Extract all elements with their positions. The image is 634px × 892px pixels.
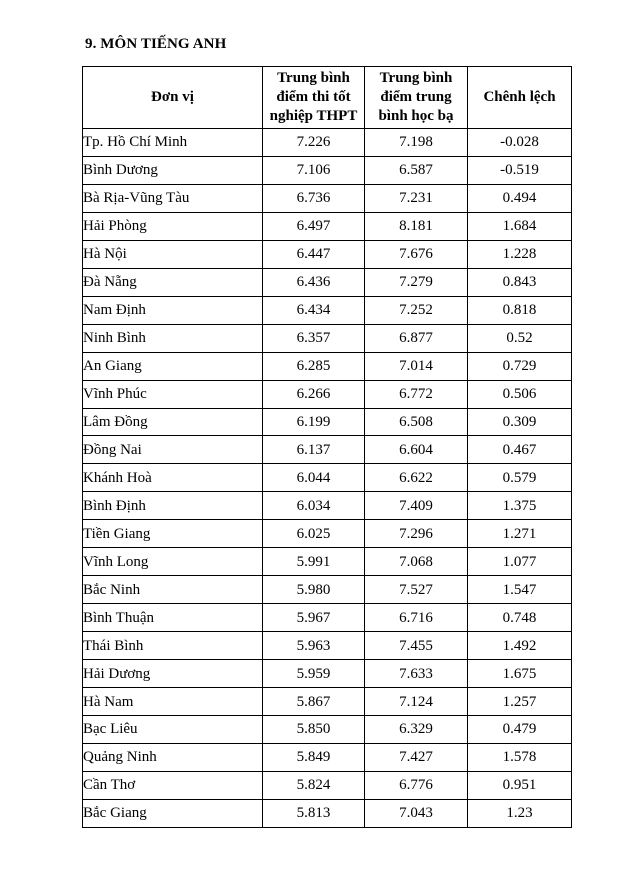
- table-row: [83, 688, 572, 716]
- cell-difference: 1.375: [468, 492, 572, 520]
- cell-thpt-score: 5.813: [263, 799, 365, 827]
- cell-difference: 0.818: [468, 296, 572, 324]
- table-row: [83, 548, 572, 576]
- cell-thpt-score: 5.849: [263, 743, 365, 771]
- table-body: [83, 129, 572, 828]
- table-row: [83, 520, 572, 548]
- cell-difference: 1.492: [468, 632, 572, 660]
- cell-hocba-score: 6.587: [365, 156, 468, 184]
- cell-hocba-score: 6.329: [365, 716, 468, 744]
- cell-unit: Vĩnh Phúc: [83, 380, 263, 408]
- cell-thpt-score: 6.447: [263, 240, 365, 268]
- cell-hocba-score: 7.231: [365, 184, 468, 212]
- cell-hocba-score: 7.296: [365, 520, 468, 548]
- header-unit-label: Đơn vị: [151, 89, 194, 105]
- cell-unit: Bình Định: [83, 492, 263, 520]
- table-row: [83, 240, 572, 268]
- cell-unit: An Giang: [83, 352, 263, 380]
- cell-unit: Vĩnh Long: [83, 548, 263, 576]
- cell-unit: Nam Định: [83, 296, 263, 324]
- cell-difference: 0.951: [468, 771, 572, 799]
- header-hocba-line-2: điểm trung: [380, 89, 452, 105]
- cell-difference: 0.729: [468, 352, 572, 380]
- cell-unit: Hà Nam: [83, 688, 263, 716]
- cell-thpt-score: 5.963: [263, 632, 365, 660]
- cell-unit: Quảng Ninh: [83, 743, 263, 771]
- cell-difference: 0.843: [468, 268, 572, 296]
- cell-difference: 0.748: [468, 604, 572, 632]
- cell-difference: 0.579: [468, 464, 572, 492]
- header-hocba-line-3: bình học bạ: [378, 108, 454, 124]
- table-row: [83, 184, 572, 212]
- cell-difference: 0.309: [468, 408, 572, 436]
- table-row: [83, 156, 572, 184]
- cell-thpt-score: 6.034: [263, 492, 365, 520]
- cell-difference: 1.684: [468, 212, 572, 240]
- cell-thpt-score: 7.226: [263, 129, 365, 157]
- table-row: [83, 576, 572, 604]
- cell-unit: Bình Thuận: [83, 604, 263, 632]
- cell-hocba-score: 6.716: [365, 604, 468, 632]
- header-hocba-score: [365, 67, 468, 129]
- table-row: [83, 436, 572, 464]
- cell-thpt-score: 5.850: [263, 716, 365, 744]
- table-row: [83, 799, 572, 827]
- cell-difference: 0.467: [468, 436, 572, 464]
- cell-thpt-score: 6.285: [263, 352, 365, 380]
- header-thpt-line-1: Trung bình: [277, 70, 350, 86]
- cell-unit: Hải Phòng: [83, 212, 263, 240]
- table-row: [83, 408, 572, 436]
- table-row: [83, 716, 572, 744]
- cell-difference: 1.257: [468, 688, 572, 716]
- cell-unit: Bà Rịa-Vũng Tàu: [83, 184, 263, 212]
- cell-difference: 1.23: [468, 799, 572, 827]
- table-row: [83, 604, 572, 632]
- score-comparison-table: [82, 66, 572, 828]
- cell-unit: Hà Nội: [83, 240, 263, 268]
- cell-hocba-score: 7.427: [365, 743, 468, 771]
- header-thpt-line-2: điểm thi tốt: [276, 89, 351, 105]
- cell-unit: Đồng Nai: [83, 436, 263, 464]
- cell-hocba-score: 7.252: [365, 296, 468, 324]
- cell-unit: Hải Dương: [83, 660, 263, 688]
- cell-thpt-score: 5.959: [263, 660, 365, 688]
- cell-thpt-score: 6.434: [263, 296, 365, 324]
- cell-hocba-score: 6.877: [365, 324, 468, 352]
- cell-thpt-score: 6.736: [263, 184, 365, 212]
- table-row: [83, 129, 572, 157]
- section-title: 9. MÔN TIẾNG ANH: [85, 36, 227, 52]
- cell-thpt-score: 5.824: [263, 771, 365, 799]
- cell-thpt-score: 5.991: [263, 548, 365, 576]
- cell-hocba-score: 7.198: [365, 129, 468, 157]
- cell-hocba-score: 7.527: [365, 576, 468, 604]
- cell-difference: 1.228: [468, 240, 572, 268]
- header-thpt-score: [263, 67, 365, 129]
- cell-difference: 1.547: [468, 576, 572, 604]
- table-row: [83, 212, 572, 240]
- table-row: [83, 492, 572, 520]
- cell-hocba-score: 7.633: [365, 660, 468, 688]
- cell-thpt-score: 6.266: [263, 380, 365, 408]
- cell-unit: Thái Bình: [83, 632, 263, 660]
- cell-difference: 1.578: [468, 743, 572, 771]
- cell-hocba-score: 8.181: [365, 212, 468, 240]
- header-difference: [468, 67, 572, 129]
- cell-hocba-score: 7.455: [365, 632, 468, 660]
- cell-unit: Bạc Liêu: [83, 716, 263, 744]
- cell-hocba-score: 7.279: [365, 268, 468, 296]
- table-row: [83, 296, 572, 324]
- header-hocba-line-1: Trung bình: [379, 70, 453, 86]
- cell-unit: Tp. Hồ Chí Minh: [83, 129, 263, 157]
- cell-hocba-score: 7.043: [365, 799, 468, 827]
- cell-thpt-score: 6.199: [263, 408, 365, 436]
- cell-unit: Bình Dương: [83, 156, 263, 184]
- cell-thpt-score: 7.106: [263, 156, 365, 184]
- cell-hocba-score: 7.014: [365, 352, 468, 380]
- cell-thpt-score: 6.025: [263, 520, 365, 548]
- cell-difference: 1.271: [468, 520, 572, 548]
- cell-difference: 0.52: [468, 324, 572, 352]
- cell-unit: Bắc Ninh: [83, 576, 263, 604]
- cell-unit: Bắc Giang: [83, 799, 263, 827]
- cell-thpt-score: 6.357: [263, 324, 365, 352]
- table-row: [83, 743, 572, 771]
- cell-unit: Đà Nẵng: [83, 268, 263, 296]
- table-row: [83, 268, 572, 296]
- cell-hocba-score: 6.772: [365, 380, 468, 408]
- cell-difference: 0.506: [468, 380, 572, 408]
- cell-thpt-score: 6.044: [263, 464, 365, 492]
- cell-thpt-score: 6.137: [263, 436, 365, 464]
- cell-difference: 1.675: [468, 660, 572, 688]
- cell-difference: 0.494: [468, 184, 572, 212]
- cell-thpt-score: 5.967: [263, 604, 365, 632]
- cell-unit: Cần Thơ: [83, 771, 263, 799]
- table-row: [83, 324, 572, 352]
- table-row: [83, 771, 572, 799]
- table-row: [83, 464, 572, 492]
- cell-unit: Khánh Hoà: [83, 464, 263, 492]
- cell-unit: Tiền Giang: [83, 520, 263, 548]
- table-row: [83, 380, 572, 408]
- cell-thpt-score: 6.497: [263, 212, 365, 240]
- table-row: [83, 352, 572, 380]
- cell-hocba-score: 6.622: [365, 464, 468, 492]
- cell-difference: -0.028: [468, 129, 572, 157]
- cell-hocba-score: 7.068: [365, 548, 468, 576]
- cell-thpt-score: 6.436: [263, 268, 365, 296]
- cell-unit: Lâm Đồng: [83, 408, 263, 436]
- header-thpt-line-3: nghiệp THPT: [269, 108, 358, 124]
- table-header-row: [83, 67, 572, 129]
- cell-hocba-score: 7.676: [365, 240, 468, 268]
- cell-hocba-score: 7.409: [365, 492, 468, 520]
- table-row: [83, 660, 572, 688]
- header-difference-label: Chênh lệch: [483, 89, 556, 105]
- cell-thpt-score: 5.980: [263, 576, 365, 604]
- cell-thpt-score: 5.867: [263, 688, 365, 716]
- cell-hocba-score: 6.604: [365, 436, 468, 464]
- table-row: [83, 632, 572, 660]
- cell-hocba-score: 7.124: [365, 688, 468, 716]
- cell-hocba-score: 6.776: [365, 771, 468, 799]
- cell-difference: 1.077: [468, 548, 572, 576]
- cell-difference: -0.519: [468, 156, 572, 184]
- cell-difference: 0.479: [468, 716, 572, 744]
- cell-unit: Ninh Bình: [83, 324, 263, 352]
- cell-hocba-score: 6.508: [365, 408, 468, 436]
- header-unit: [83, 67, 263, 129]
